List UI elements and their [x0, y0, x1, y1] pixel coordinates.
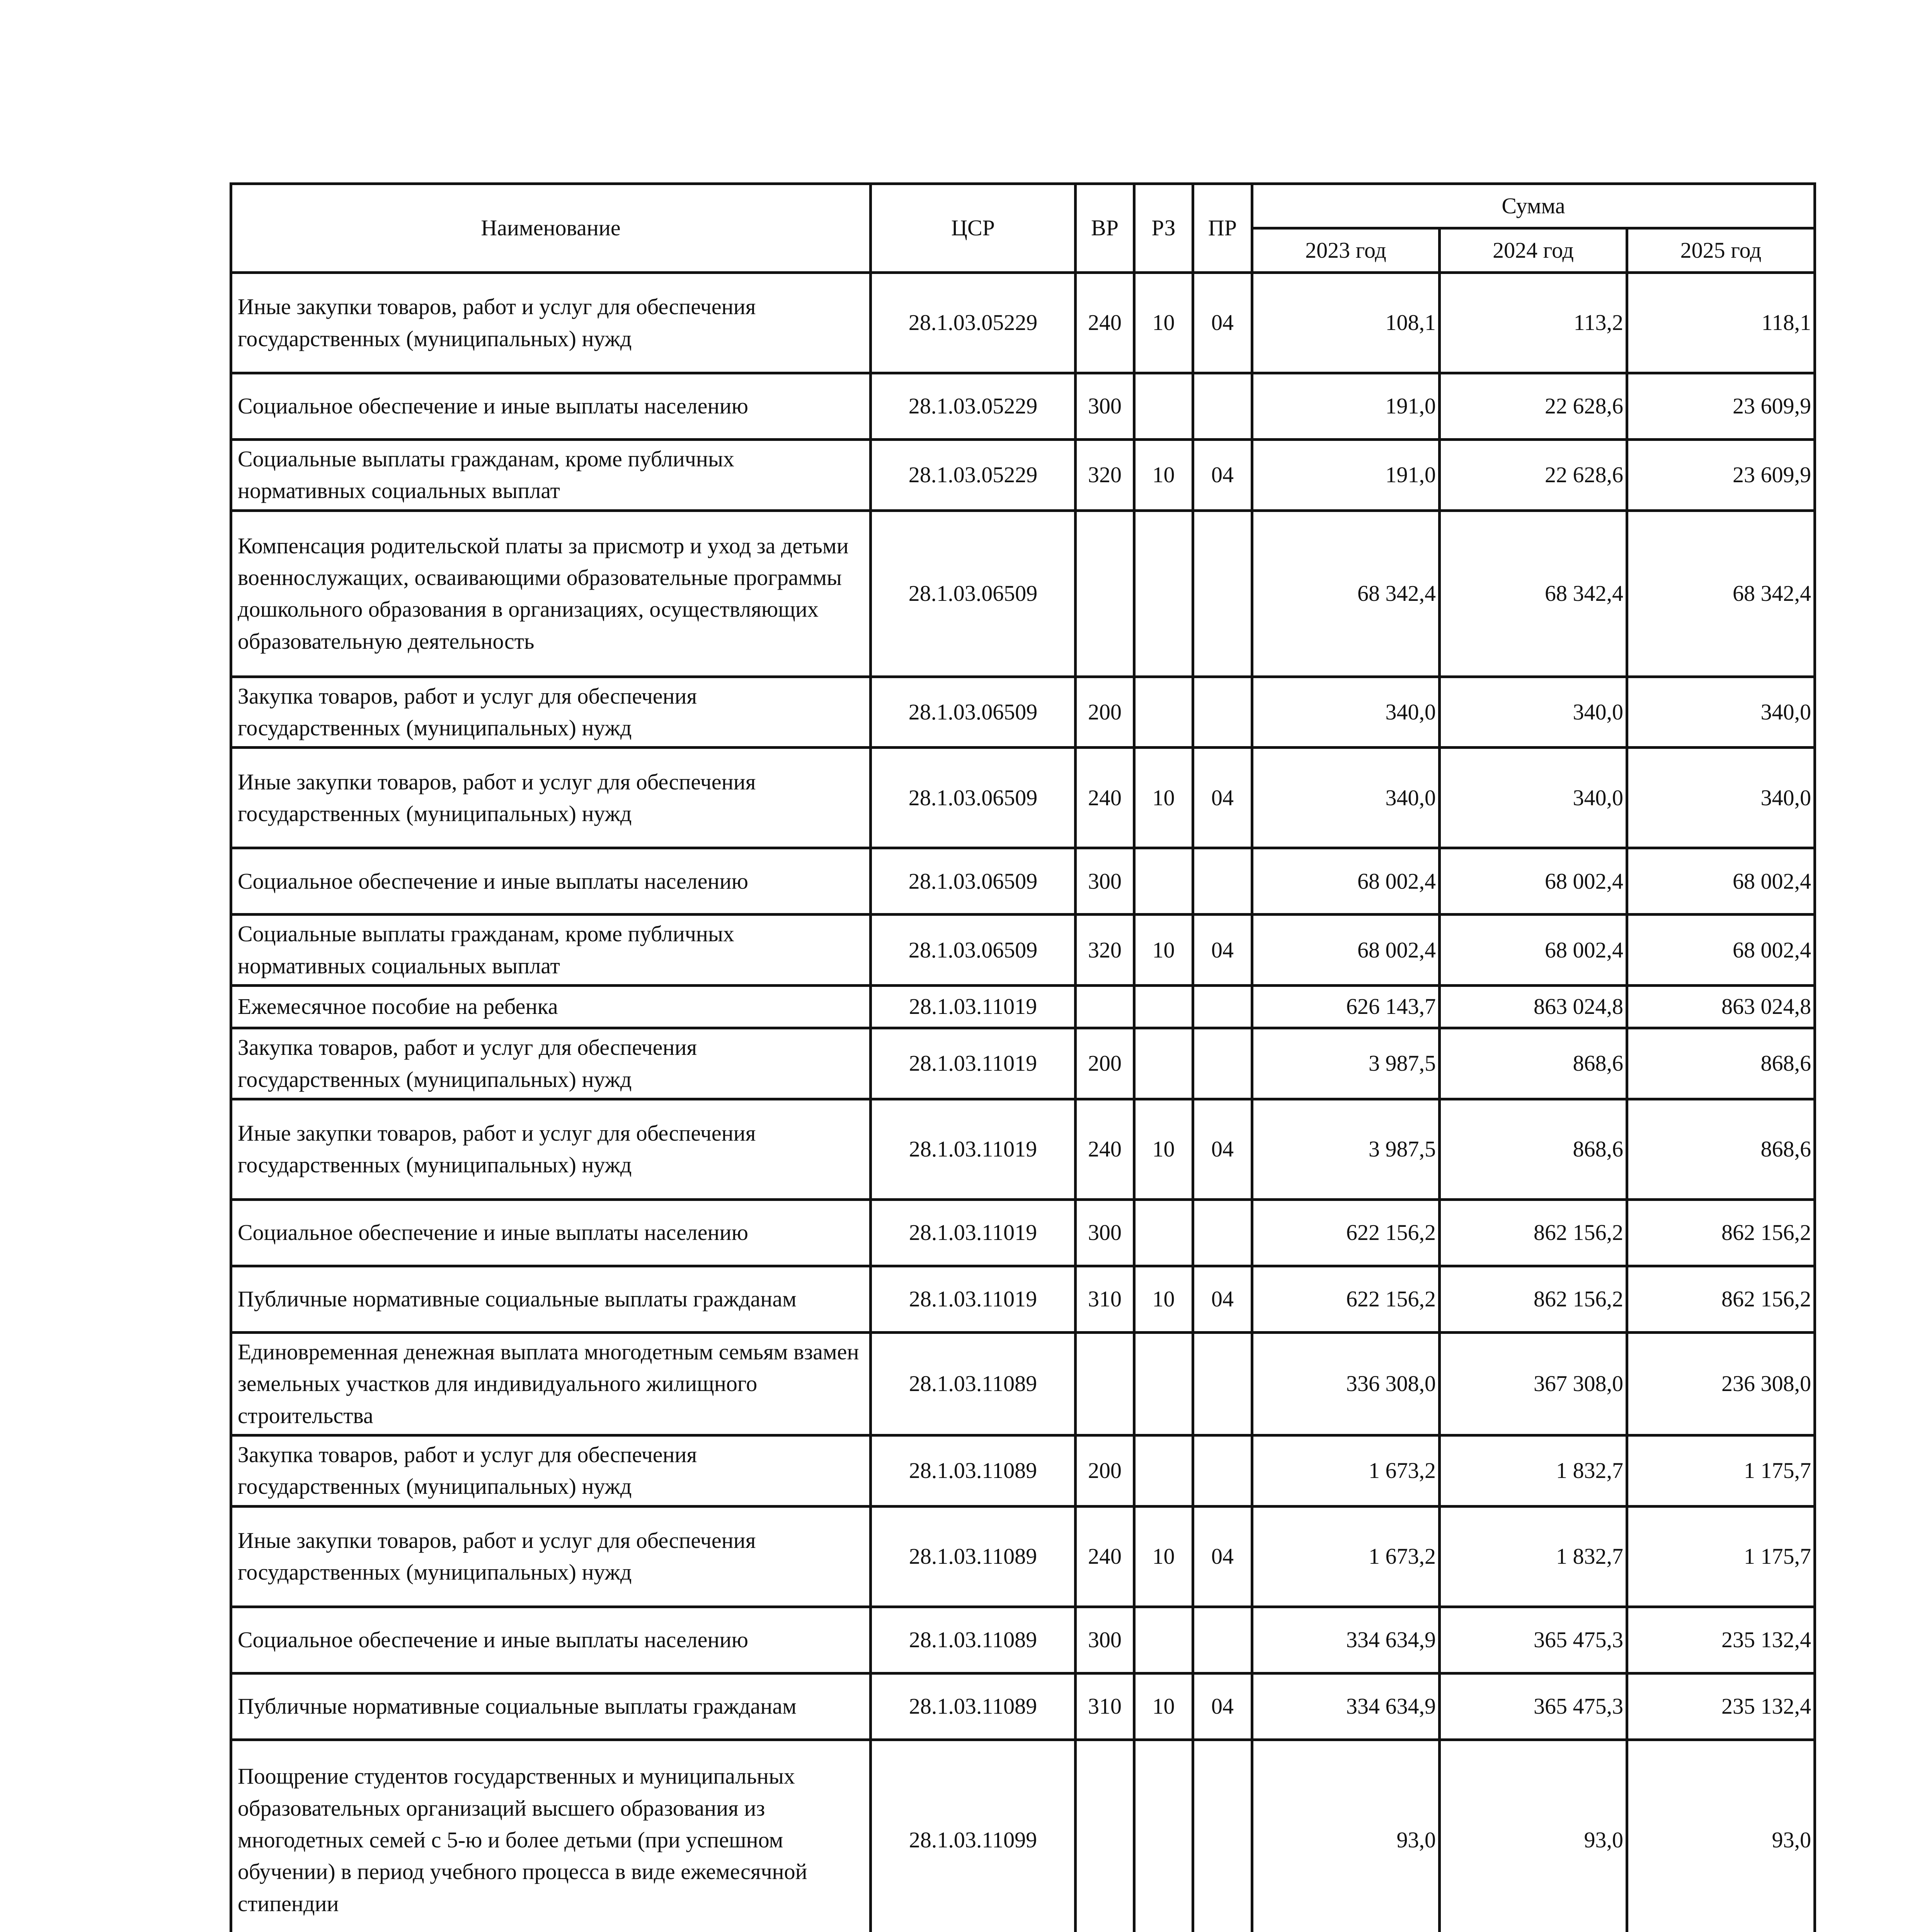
- cell-name: Закупка товаров, работ и услуг для обеспечения государственных (муниципальных) нужд: [231, 1435, 871, 1506]
- cell-rz: 10: [1134, 273, 1193, 373]
- table-row: [231, 1435, 1815, 1506]
- cell-vr: 300: [1076, 1199, 1134, 1266]
- cell-csr: 28.1.03.06509: [871, 915, 1076, 986]
- cell-name: Социальные выплаты гражданам, кроме публичных нормативных социальных выплат: [231, 440, 871, 511]
- cell-sum-2025: 118,1: [1627, 273, 1815, 373]
- header-year-2023: 2023 год: [1252, 228, 1440, 273]
- cell-sum-2023: 1 673,2: [1252, 1506, 1440, 1607]
- cell-sum-2025: 235 132,4: [1627, 1673, 1815, 1740]
- cell-sum-2024: 868,6: [1440, 1028, 1627, 1099]
- header-year-2024: 2024 год: [1440, 228, 1627, 273]
- cell-rz: [1134, 1028, 1193, 1099]
- header-sum: Сумма: [1252, 184, 1815, 228]
- cell-csr: 28.1.03.06509: [871, 677, 1076, 748]
- cell-vr: 300: [1076, 1607, 1134, 1673]
- cell-sum-2024: 68 002,4: [1440, 848, 1627, 915]
- cell-csr: 28.1.03.11019: [871, 986, 1076, 1028]
- cell-rz: [1134, 848, 1193, 915]
- cell-vr: 200: [1076, 1028, 1134, 1099]
- cell-name: Социальное обеспечение и иные выплаты населению: [231, 848, 871, 915]
- cell-rz: [1134, 510, 1193, 677]
- cell-vr: 200: [1076, 677, 1134, 748]
- cell-sum-2023: 336 308,0: [1252, 1332, 1440, 1435]
- cell-sum-2023: 334 634,9: [1252, 1607, 1440, 1673]
- cell-name: Компенсация родительской платы за присмотр и уход за детьми военнослужащих, осваивающими образовательные программы дошкольного образования в организациях, осуществляющих образовательную деятельность: [231, 510, 871, 677]
- header-rz: РЗ: [1134, 184, 1193, 273]
- cell-csr: 28.1.03.11089: [871, 1435, 1076, 1506]
- cell-csr: 28.1.03.11089: [871, 1607, 1076, 1673]
- cell-pr: [1193, 1740, 1252, 1932]
- table-row: [231, 1199, 1815, 1266]
- cell-vr: 240: [1076, 1506, 1134, 1607]
- cell-csr: 28.1.03.05229: [871, 373, 1076, 440]
- table-row: [231, 1740, 1815, 1932]
- cell-sum-2025: 868,6: [1627, 1099, 1815, 1199]
- cell-sum-2024: 1 832,7: [1440, 1435, 1627, 1506]
- cell-sum-2024: 862 156,2: [1440, 1199, 1627, 1266]
- cell-name: Закупка товаров, работ и услуг для обеспечения государственных (муниципальных) нужд: [231, 677, 871, 748]
- cell-sum-2024: 365 475,3: [1440, 1673, 1627, 1740]
- cell-sum-2025: 1 175,7: [1627, 1435, 1815, 1506]
- cell-sum-2025: 236 308,0: [1627, 1332, 1815, 1435]
- header-name: Наименование: [231, 184, 871, 273]
- cell-vr: 310: [1076, 1266, 1134, 1332]
- cell-sum-2025: 68 002,4: [1627, 848, 1815, 915]
- cell-pr: 04: [1193, 1673, 1252, 1740]
- cell-sum-2023: 622 156,2: [1252, 1266, 1440, 1332]
- cell-sum-2023: 3 987,5: [1252, 1028, 1440, 1099]
- cell-sum-2024: 68 002,4: [1440, 915, 1627, 986]
- table-header: [231, 184, 1815, 273]
- header-year-2025: 2025 год: [1627, 228, 1815, 273]
- cell-pr: [1193, 1435, 1252, 1506]
- cell-rz: 10: [1134, 1099, 1193, 1199]
- cell-csr: 28.1.03.05229: [871, 273, 1076, 373]
- cell-sum-2025: 340,0: [1627, 677, 1815, 748]
- cell-name: Социальные выплаты гражданам, кроме публичных нормативных социальных выплат: [231, 915, 871, 986]
- cell-csr: 28.1.03.11019: [871, 1028, 1076, 1099]
- cell-vr: 240: [1076, 1099, 1134, 1199]
- cell-sum-2023: 68 002,4: [1252, 915, 1440, 986]
- table-row: [231, 1673, 1815, 1740]
- cell-sum-2025: 868,6: [1627, 1028, 1815, 1099]
- cell-sum-2024: 365 475,3: [1440, 1607, 1627, 1673]
- cell-vr: 320: [1076, 440, 1134, 511]
- cell-sum-2025: 1 175,7: [1627, 1506, 1815, 1607]
- cell-sum-2025: 93,0: [1627, 1740, 1815, 1932]
- cell-vr: [1076, 1740, 1134, 1932]
- cell-pr: [1193, 677, 1252, 748]
- table-row: [231, 273, 1815, 373]
- cell-sum-2024: 1 832,7: [1440, 1506, 1627, 1607]
- cell-name: Публичные нормативные социальные выплаты гражданам: [231, 1266, 871, 1332]
- header-pr: ПР: [1193, 184, 1252, 273]
- table-row: [231, 373, 1815, 440]
- cell-name: Единовременная денежная выплата многодетным семьям взамен земельных участков для индивидуального жилищного строительства: [231, 1332, 871, 1435]
- cell-vr: 300: [1076, 373, 1134, 440]
- cell-vr: [1076, 510, 1134, 677]
- cell-name: Поощрение студентов государственных и муниципальных образовательных организаций высшего образования из многодетных семей с 5-ю и более детьми (при успешном обучении) в период учебного процесса в виде ежемесячной стипендии: [231, 1740, 871, 1932]
- cell-sum-2023: 108,1: [1252, 273, 1440, 373]
- cell-pr: 04: [1193, 915, 1252, 986]
- cell-rz: [1134, 1332, 1193, 1435]
- cell-pr: [1193, 1607, 1252, 1673]
- cell-csr: 28.1.03.11089: [871, 1506, 1076, 1607]
- cell-csr: 28.1.03.11089: [871, 1673, 1076, 1740]
- cell-sum-2025: 862 156,2: [1627, 1199, 1815, 1266]
- cell-sum-2023: 68 342,4: [1252, 510, 1440, 677]
- cell-pr: 04: [1193, 440, 1252, 511]
- cell-pr: [1193, 1028, 1252, 1099]
- table-row: [231, 1099, 1815, 1199]
- table-row: [231, 1266, 1815, 1332]
- cell-sum-2023: 334 634,9: [1252, 1673, 1440, 1740]
- cell-rz: [1134, 1435, 1193, 1506]
- cell-rz: [1134, 986, 1193, 1028]
- cell-sum-2025: 68 342,4: [1627, 510, 1815, 677]
- cell-sum-2023: 3 987,5: [1252, 1099, 1440, 1199]
- cell-csr: 28.1.03.11019: [871, 1266, 1076, 1332]
- cell-sum-2023: 622 156,2: [1252, 1199, 1440, 1266]
- cell-rz: 10: [1134, 1506, 1193, 1607]
- cell-sum-2023: 191,0: [1252, 440, 1440, 511]
- cell-sum-2024: 22 628,6: [1440, 373, 1627, 440]
- cell-sum-2024: 862 156,2: [1440, 1266, 1627, 1332]
- cell-sum-2025: 23 609,9: [1627, 440, 1815, 511]
- cell-csr: 28.1.03.06509: [871, 510, 1076, 677]
- cell-name: Иные закупки товаров, работ и услуг для обеспечения государственных (муниципальных) нужд: [231, 1506, 871, 1607]
- cell-sum-2024: 367 308,0: [1440, 1332, 1627, 1435]
- cell-pr: [1193, 986, 1252, 1028]
- cell-rz: 10: [1134, 1673, 1193, 1740]
- cell-pr: [1193, 373, 1252, 440]
- cell-vr: 240: [1076, 748, 1134, 848]
- cell-name: Социальное обеспечение и иные выплаты населению: [231, 1199, 871, 1266]
- cell-rz: 10: [1134, 440, 1193, 511]
- table-row: [231, 986, 1815, 1028]
- cell-vr: 200: [1076, 1435, 1134, 1506]
- table-row: [231, 1506, 1815, 1607]
- cell-sum-2025: 235 132,4: [1627, 1607, 1815, 1673]
- cell-sum-2023: 191,0: [1252, 373, 1440, 440]
- cell-rz: 10: [1134, 748, 1193, 848]
- cell-name: Иные закупки товаров, работ и услуг для обеспечения государственных (муниципальных) нужд: [231, 748, 871, 848]
- cell-rz: [1134, 1607, 1193, 1673]
- cell-sum-2023: 93,0: [1252, 1740, 1440, 1932]
- cell-rz: [1134, 1199, 1193, 1266]
- table-row: [231, 510, 1815, 677]
- header-vr: ВР: [1076, 184, 1134, 273]
- cell-rz: [1134, 373, 1193, 440]
- header-csr: ЦСР: [871, 184, 1076, 273]
- cell-vr: [1076, 1332, 1134, 1435]
- cell-vr: [1076, 986, 1134, 1028]
- cell-csr: 28.1.03.11099: [871, 1740, 1076, 1932]
- cell-sum-2025: 340,0: [1627, 748, 1815, 848]
- cell-pr: 04: [1193, 273, 1252, 373]
- cell-sum-2024: 93,0: [1440, 1740, 1627, 1932]
- cell-sum-2024: 868,6: [1440, 1099, 1627, 1199]
- table-row: [231, 1332, 1815, 1435]
- cell-sum-2024: 22 628,6: [1440, 440, 1627, 511]
- table-row: [231, 1028, 1815, 1099]
- cell-sum-2023: 68 002,4: [1252, 848, 1440, 915]
- cell-vr: 300: [1076, 848, 1134, 915]
- cell-sum-2025: 862 156,2: [1627, 1266, 1815, 1332]
- cell-name: Социальное обеспечение и иные выплаты населению: [231, 1607, 871, 1673]
- budget-table: [230, 182, 1816, 1932]
- table-row: [231, 677, 1815, 748]
- cell-sum-2023: 340,0: [1252, 748, 1440, 848]
- cell-pr: 04: [1193, 1506, 1252, 1607]
- cell-csr: 28.1.03.11089: [871, 1332, 1076, 1435]
- cell-pr: [1193, 510, 1252, 677]
- table-row: [231, 848, 1815, 915]
- table-row: [231, 440, 1815, 511]
- cell-sum-2025: 68 002,4: [1627, 915, 1815, 986]
- cell-csr: 28.1.03.11019: [871, 1199, 1076, 1266]
- cell-pr: 04: [1193, 1266, 1252, 1332]
- table-body: [231, 273, 1815, 1932]
- cell-sum-2025: 863 024,8: [1627, 986, 1815, 1028]
- cell-pr: 04: [1193, 1099, 1252, 1199]
- table-row: [231, 1607, 1815, 1673]
- cell-name: Публичные нормативные социальные выплаты гражданам: [231, 1673, 871, 1740]
- cell-sum-2024: 340,0: [1440, 677, 1627, 748]
- cell-sum-2024: 113,2: [1440, 273, 1627, 373]
- cell-sum-2023: 626 143,7: [1252, 986, 1440, 1028]
- cell-rz: 10: [1134, 915, 1193, 986]
- cell-name: Закупка товаров, работ и услуг для обеспечения государственных (муниципальных) нужд: [231, 1028, 871, 1099]
- table-row: [231, 748, 1815, 848]
- cell-sum-2024: 863 024,8: [1440, 986, 1627, 1028]
- table-row: [231, 915, 1815, 986]
- cell-name: Ежемесячное пособие на ребенка: [231, 986, 871, 1028]
- cell-vr: 310: [1076, 1673, 1134, 1740]
- cell-rz: 10: [1134, 1266, 1193, 1332]
- cell-sum-2023: 340,0: [1252, 677, 1440, 748]
- cell-csr: 28.1.03.11019: [871, 1099, 1076, 1199]
- cell-csr: 28.1.03.05229: [871, 440, 1076, 511]
- cell-rz: [1134, 1740, 1193, 1932]
- cell-sum-2024: 340,0: [1440, 748, 1627, 848]
- cell-sum-2025: 23 609,9: [1627, 373, 1815, 440]
- cell-csr: 28.1.03.06509: [871, 848, 1076, 915]
- cell-name: Иные закупки товаров, работ и услуг для обеспечения государственных (муниципальных) нужд: [231, 273, 871, 373]
- cell-pr: [1193, 1332, 1252, 1435]
- cell-name: Иные закупки товаров, работ и услуг для обеспечения государственных (муниципальных) нужд: [231, 1099, 871, 1199]
- cell-rz: [1134, 677, 1193, 748]
- cell-pr: [1193, 1199, 1252, 1266]
- cell-pr: 04: [1193, 748, 1252, 848]
- cell-sum-2023: 1 673,2: [1252, 1435, 1440, 1506]
- cell-sum-2024: 68 342,4: [1440, 510, 1627, 677]
- cell-name: Социальное обеспечение и иные выплаты населению: [231, 373, 871, 440]
- cell-vr: 320: [1076, 915, 1134, 986]
- cell-vr: 240: [1076, 273, 1134, 373]
- cell-pr: [1193, 848, 1252, 915]
- cell-csr: 28.1.03.06509: [871, 748, 1076, 848]
